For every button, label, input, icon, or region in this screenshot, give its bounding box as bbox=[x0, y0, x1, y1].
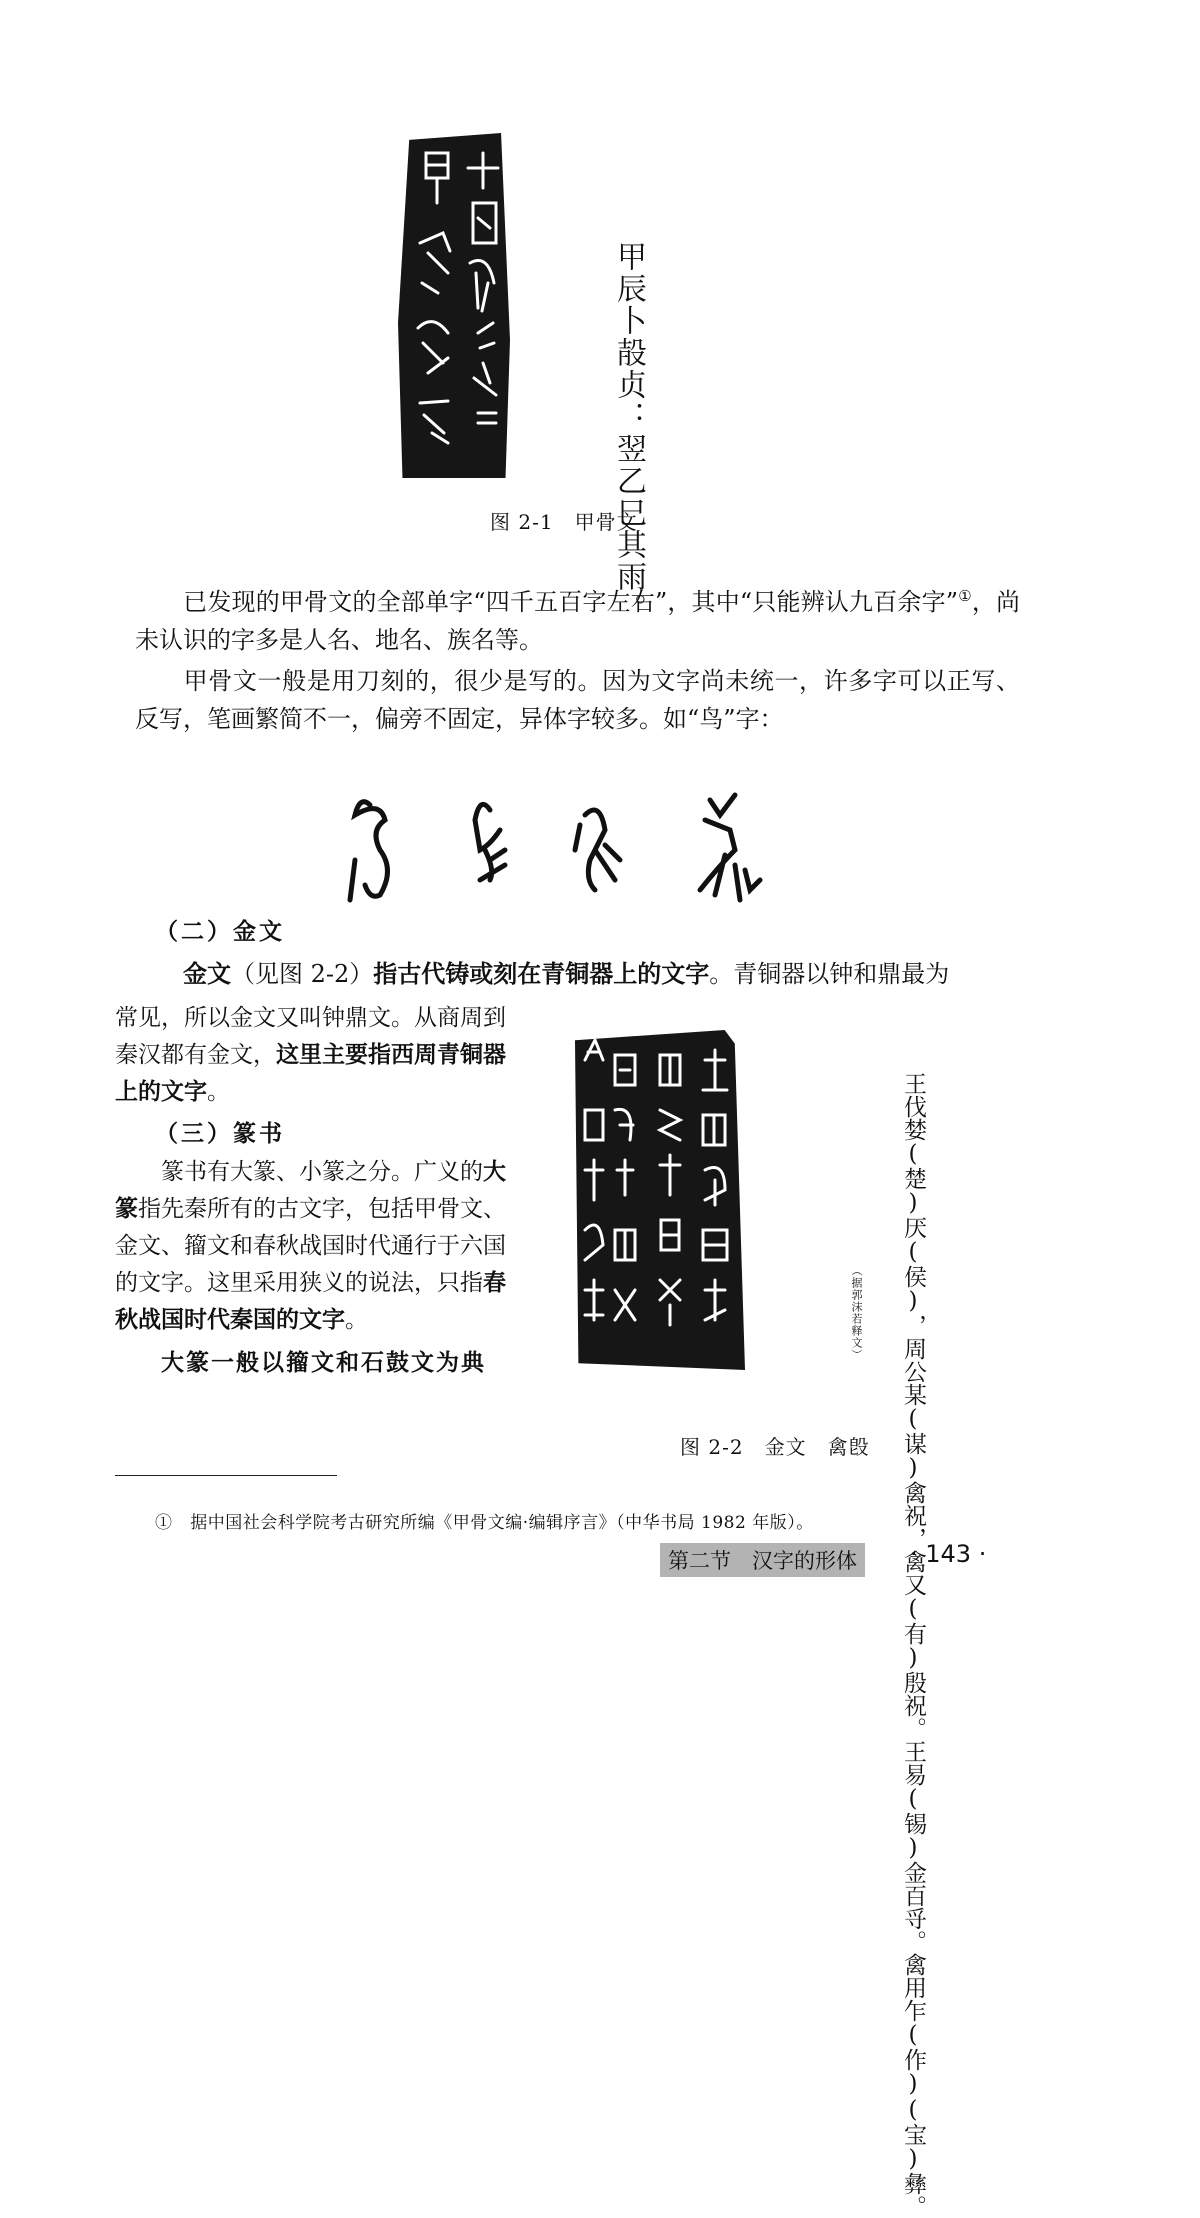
transcription-column-2: 贞：翌乙 bbox=[611, 369, 646, 497]
footnote-text: 据中国社会科学院考古研究所编《甲骨文编·编辑序言》（中华书局 1982 年版）。 bbox=[190, 1513, 814, 1533]
footnote-marker-label: ① bbox=[155, 1513, 173, 1533]
bronze-transcription-column-4: 禽用乍(作)(宝)彝。 bbox=[900, 1953, 926, 2218]
figure-2-2-caption: 图 2-2 金文 禽𣪘 bbox=[680, 1435, 870, 1459]
bronze-column-end: 。 bbox=[207, 1079, 230, 1105]
seal-script-paragraph-2: 大篆一般以籀文和石鼓文为典 bbox=[161, 1350, 486, 1376]
paragraph-1-text-after: ，尚未认识的字多是人名、地名、族名等。 bbox=[135, 588, 1021, 654]
seal-text-emphasis: 春秋战国时代秦国的文字 bbox=[115, 1270, 506, 1333]
seal-text-part-1: 篆书有大篆、小篆之分。广义的 bbox=[161, 1159, 483, 1185]
bronze-definition: 指古代铸或刻在青铜器上的文字 bbox=[373, 960, 710, 988]
bronze-definition-rest: 。青铜器以钟和鼎最为 bbox=[709, 960, 950, 988]
section-heading-seal-script: （三）篆书 bbox=[155, 1121, 285, 1147]
seal-script-paragraph bbox=[115, 1154, 525, 1339]
transcription-column-3: 巳其雨。 bbox=[611, 497, 646, 625]
bronze-transcription-column-2: 某(谋)禽祝，禽又(有) bbox=[900, 1383, 926, 1671]
seal-text-end: 。 bbox=[345, 1307, 368, 1333]
bronze-column-body: 常见，所以金文又叫钟鼎文。从商周到秦汉都有金文， bbox=[115, 1005, 506, 1068]
section-heading-bronze: （二）金文 bbox=[155, 919, 285, 945]
oracle-bone-image bbox=[398, 133, 510, 478]
figure-reference: （见图 2-2） bbox=[231, 960, 374, 988]
paragraph-oracle-count bbox=[135, 577, 1020, 659]
term-great-seal: 大篆 bbox=[115, 1159, 506, 1222]
bronze-transcription-column-1: 王伐婪(楚)厌(侯)，周公 bbox=[900, 1072, 926, 1383]
term-bronze-inscription: 金文 bbox=[183, 960, 231, 988]
bird-glyph-drawings bbox=[340, 790, 810, 910]
transcription-column-1: 甲辰卜㱿 bbox=[611, 241, 646, 369]
paragraph-oracle-writing bbox=[135, 662, 1020, 738]
seal-text-part-2: 指先秦所有的古文字，包括甲骨文、金文、籀文和春秋战国时代通行于六国的文字。这里采用狭义的说法，只指 bbox=[115, 1196, 506, 1296]
footnote-divider bbox=[115, 1475, 337, 1476]
paragraph-bronze-definition bbox=[135, 955, 1020, 993]
seal-script-typical-sources bbox=[115, 1345, 525, 1382]
paragraph-2-text: 甲骨文一般是用刀刻的，很少是写的。因为文字尚未统一，许多字可以正写、反写，笔画繁简不一，偏旁不固定，异体字较多。如“鸟”字： bbox=[135, 667, 1020, 733]
bronze-transcription-column-3: 殷祝。王易(锡)金百寽。 bbox=[900, 1671, 926, 1953]
paragraph-1-text: 已发现的甲骨文的全部单字“四千五百字左右”，其中“只能辨认九百余字” bbox=[183, 588, 959, 616]
oracle-bone-carvings bbox=[398, 133, 510, 478]
transcription-source-note: （据郭沫若释文） bbox=[850, 1265, 863, 1361]
bronze-inscription-glyphs bbox=[575, 1030, 745, 1370]
oracle-bone-transcription bbox=[570, 167, 682, 625]
page-number: · 143 · bbox=[910, 1540, 987, 1568]
figure-2-1-caption: 图 2-1 甲骨文 bbox=[490, 510, 638, 534]
footnote bbox=[155, 1508, 814, 1533]
bronze-inscription-image bbox=[575, 1030, 745, 1370]
bronze-column-emphasis: 这里主要指西周青铜器上的文字 bbox=[115, 1042, 506, 1105]
footnote-marker: ① bbox=[958, 587, 972, 605]
bird-character-variants bbox=[340, 790, 810, 910]
bronze-column-text bbox=[115, 1000, 525, 1111]
section-label: 第二节 汉字的形体 bbox=[660, 1543, 865, 1577]
